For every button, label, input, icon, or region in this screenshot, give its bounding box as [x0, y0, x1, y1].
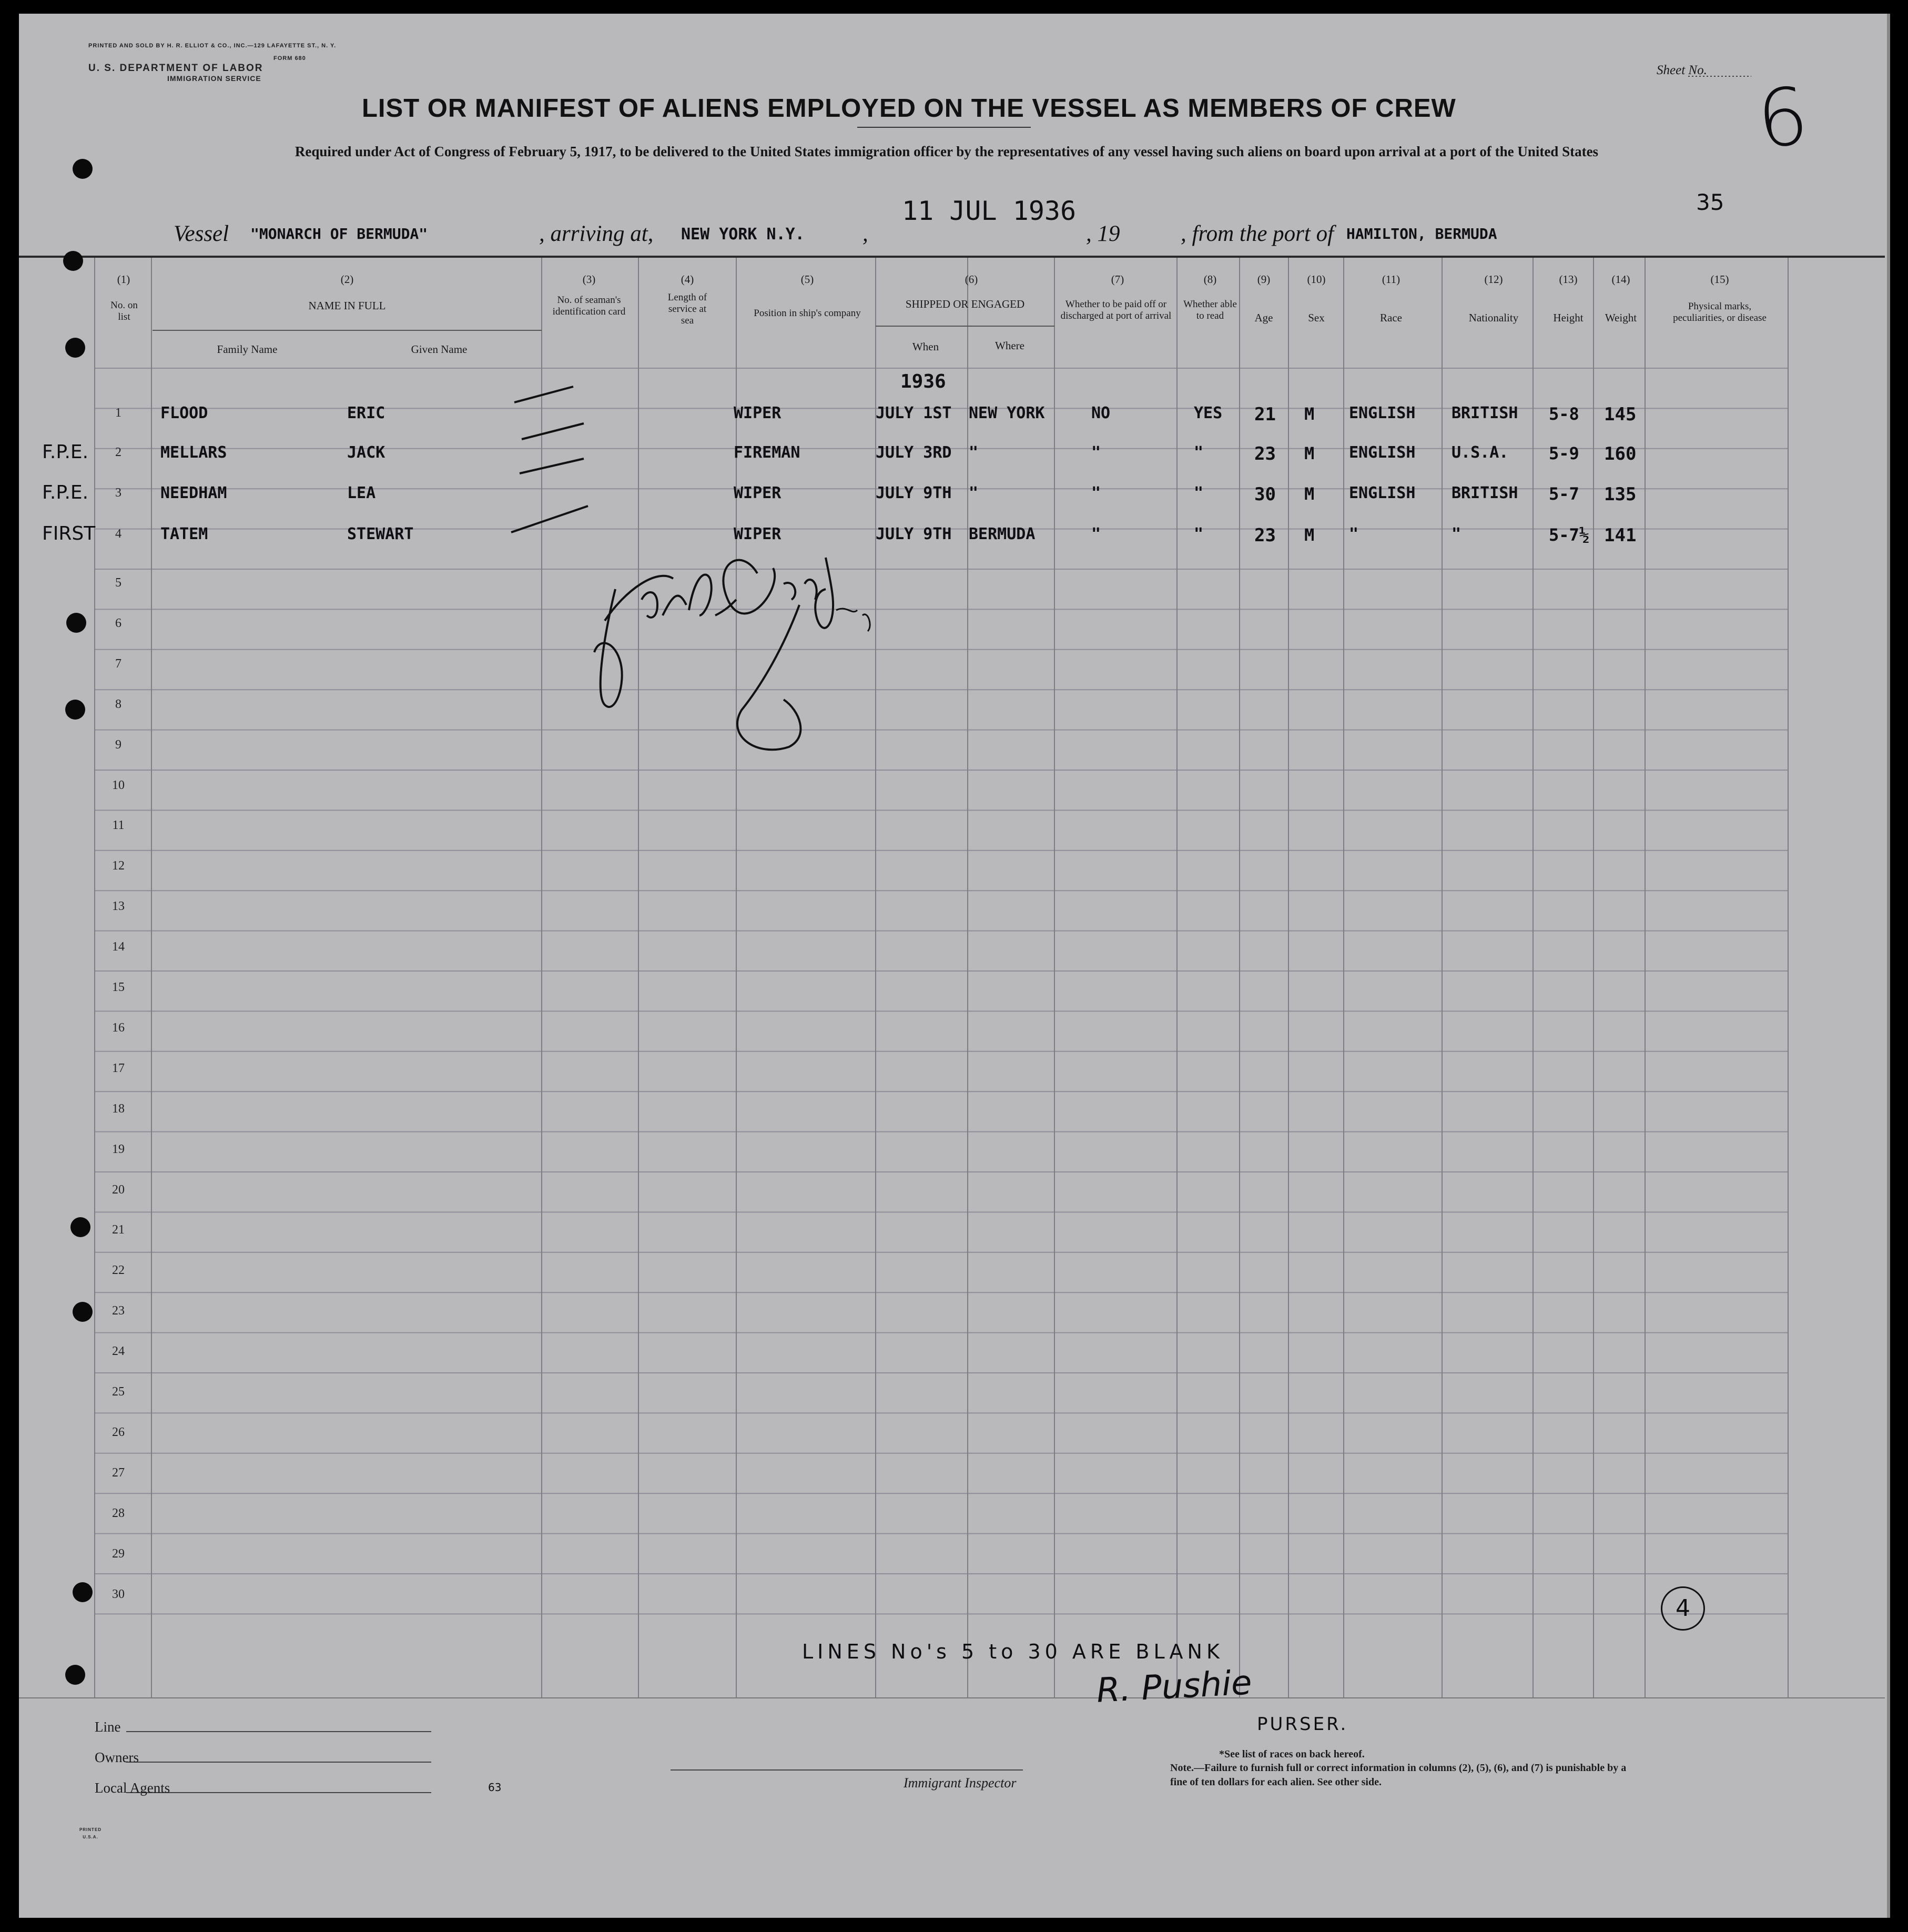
arriving-label: , arriving at,	[539, 221, 654, 246]
col-15-header: Physical marks, peculiarities, or disease	[1673, 301, 1767, 323]
col-9-number: (9)	[1257, 273, 1271, 286]
col-6-when: When	[912, 340, 939, 353]
col-13-number: (13)	[1559, 273, 1578, 286]
col-11-number: (11)	[1382, 273, 1400, 286]
blank-row-number: 29	[112, 1546, 125, 1561]
row-number: 1	[115, 406, 121, 420]
col-8-header: Whether able to read	[1183, 299, 1237, 321]
col-10-number: (10)	[1307, 273, 1326, 286]
department: U. S. DEPARTMENT OF LABOR	[88, 63, 263, 74]
id-card-dashes	[510, 379, 605, 537]
cell-age: 30	[1254, 484, 1276, 505]
col-4-number: (4)	[681, 273, 694, 286]
cell-race: ENGLISH	[1349, 443, 1416, 462]
sheet-number: 6	[1753, 70, 1813, 167]
binder-hole	[65, 700, 85, 720]
cell-height: 5-7	[1549, 484, 1579, 504]
local-agents-label: Local Agents	[95, 1780, 170, 1796]
cell-paid: "	[1091, 525, 1101, 543]
arriving-port: NEW YORK N.Y.	[681, 225, 805, 244]
cell-position: WIPER	[734, 525, 782, 543]
cell-age: 21	[1254, 404, 1276, 425]
blank-row-number: 19	[112, 1142, 125, 1156]
row-number: 3	[115, 486, 121, 500]
cell-family: FLOOD	[160, 404, 208, 422]
cell-read: "	[1194, 443, 1204, 462]
col-3-header: No. of seaman's identification card	[552, 295, 626, 317]
blank-row-number: 16	[112, 1020, 125, 1035]
cell-family: TATEM	[160, 525, 208, 543]
page-title: LIST OR MANIFEST OF ALIENS EMPLOYED ON THE VESSEL AS MEMBERS OF CREW	[362, 94, 1456, 123]
cell-position: WIPER	[734, 404, 782, 422]
col-8-number: (8)	[1203, 273, 1217, 286]
blank-row-number: 18	[112, 1101, 125, 1116]
cell-paid: "	[1091, 484, 1101, 502]
cell-given: JACK	[347, 443, 385, 462]
cell-age: 23	[1254, 525, 1276, 546]
col-11-header: Race	[1380, 311, 1402, 324]
col-7-number: (7)	[1111, 273, 1124, 286]
agents-mark: 63	[488, 1781, 502, 1794]
col-7-header: Whether to be paid off or discharged at port of arrival	[1060, 299, 1172, 321]
binder-hole	[65, 338, 85, 358]
col-6-header: SHIPPED OR ENGAGED	[905, 298, 1025, 310]
col-9-header: Age	[1254, 311, 1273, 324]
blank-row-number: 9	[115, 737, 121, 752]
sheet-label: Sheet No.	[1657, 63, 1707, 77]
purser-title: PURSER.	[1257, 1714, 1348, 1735]
cell-weight: 160	[1604, 443, 1637, 464]
col-6-where: Where	[995, 339, 1024, 352]
blank-row-number: 24	[112, 1344, 125, 1359]
cell-sex: M	[1304, 404, 1315, 424]
cell-when: JULY 1ST	[876, 404, 952, 422]
cell-given: LEA	[347, 484, 376, 502]
binder-hole	[73, 1302, 93, 1322]
cell-paid: "	[1091, 443, 1101, 462]
col-2-family: Family Name	[217, 343, 278, 356]
col-10-header: Sex	[1308, 311, 1325, 324]
blank-row-number: 28	[112, 1506, 125, 1520]
cell-race: "	[1349, 525, 1359, 543]
year-label-comma: ,	[862, 221, 868, 246]
penalty-note: Note.—Failure to furnish full or correct information in columns (2), (5), (6), and (7) is punishable by a fine of ten dollars for each alien. See other side.	[1170, 1762, 1627, 1788]
printed-mark: PRINTED U.S.A.	[79, 1827, 102, 1839]
blank-row-number: 23	[112, 1304, 125, 1318]
col-13-header: Height	[1553, 311, 1584, 324]
cell-sex: M	[1304, 443, 1315, 463]
cell-when: JULY 9TH	[876, 525, 952, 543]
blank-row-number: 11	[112, 818, 125, 833]
blank-row-number: 25	[112, 1385, 125, 1399]
page-count: 35	[1696, 189, 1724, 215]
col-15-number: (15)	[1710, 273, 1729, 286]
cell-nationality: U.S.A.	[1452, 443, 1509, 462]
binder-hole	[73, 159, 93, 179]
cell-where: NEW YORK	[969, 404, 1045, 422]
col-12-number: (12)	[1484, 273, 1503, 286]
col-2-given: Given Name	[411, 343, 468, 356]
arrival-stamp: 11 JUL 1936	[902, 196, 1077, 226]
binder-hole	[66, 613, 86, 633]
col-3-number: (3)	[582, 273, 596, 286]
cell-read: YES	[1194, 404, 1223, 422]
binder-hole	[63, 251, 83, 271]
owners-label: Owners	[95, 1749, 139, 1765]
blank-row-number: 26	[112, 1425, 125, 1439]
cell-nationality: BRITISH	[1452, 404, 1518, 422]
blank-row-number: 7	[115, 656, 121, 671]
printer-line: PRINTED AND SOLD BY H. R. ELLIOT & CO., INC.—129 LAFAYETTE ST., N. Y.	[88, 43, 337, 49]
form-number: FORM 680	[273, 55, 306, 62]
year-label: , 19	[1086, 221, 1120, 246]
cell-weight: 135	[1604, 484, 1637, 505]
vessel-name: "MONARCH OF BERMUDA"	[250, 225, 428, 242]
blank-row-number: 5	[115, 576, 121, 590]
blank-row-number: 10	[112, 778, 125, 792]
year-written: 1936	[900, 371, 946, 392]
col-2-number: (2)	[340, 273, 354, 286]
binder-hole	[65, 1665, 85, 1685]
cell-read: "	[1194, 484, 1204, 502]
cell-read: "	[1194, 525, 1204, 543]
blank-lines-note: LINES No's 5 to 30 ARE BLANK	[802, 1640, 1224, 1663]
blank-row-number: 14	[112, 940, 125, 954]
col-4-header: Length of service at sea	[667, 292, 707, 326]
cell-when: JULY 9TH	[876, 484, 952, 502]
blank-row-number: 22	[112, 1263, 125, 1278]
cell-paid: NO	[1091, 404, 1111, 422]
cell-where: "	[969, 484, 979, 502]
cell-race: ENGLISH	[1349, 484, 1416, 502]
cell-age: 23	[1254, 443, 1276, 464]
binder-hole	[70, 1217, 90, 1237]
margin-note: F.P.E.	[42, 482, 89, 503]
cell-race: ENGLISH	[1349, 404, 1416, 422]
col-2-header: NAME IN FULL	[308, 299, 386, 312]
row-number: 4	[115, 527, 121, 541]
blank-row-number: 13	[112, 899, 125, 914]
requirement-text: Required under Act of Congress of February 5, 1917, to be delivered to the United States immigration officer by the representatives of any vessel having such aliens on board upon arrival at a port of the United States	[295, 144, 1599, 159]
inspector-label: Immigrant Inspector	[904, 1775, 1017, 1791]
races-note: *See list of races on back hereof.	[1219, 1748, 1365, 1760]
cell-nationality: "	[1452, 525, 1462, 543]
cell-height: 5-8	[1549, 404, 1579, 424]
purser-signature: R. Pushie	[1095, 1663, 1253, 1711]
row-number: 2	[115, 446, 121, 459]
margin-note: FIRST	[42, 523, 96, 544]
cell-given: ERIC	[347, 404, 385, 422]
blank-row-number: 6	[115, 616, 121, 630]
service: IMMIGRATION SERVICE	[167, 74, 261, 83]
col-5-header: Position in ship's company	[754, 308, 861, 319]
col-12-header: Nationality	[1468, 311, 1519, 324]
cell-weight: 145	[1604, 404, 1637, 425]
blank-row-number: 8	[115, 697, 121, 711]
blank-row-number: 20	[112, 1182, 125, 1197]
from-label: , from the port of	[1181, 221, 1334, 246]
col-14-number: (14)	[1611, 273, 1630, 286]
cell-family: NEEDHAM	[160, 484, 227, 502]
cell-sex: M	[1304, 525, 1315, 545]
cell-sex: M	[1304, 484, 1315, 504]
cell-where: "	[969, 443, 979, 462]
cell-position: FIREMAN	[734, 443, 800, 462]
blank-row-number: 15	[112, 980, 125, 994]
col-14-header: Weight	[1605, 311, 1637, 324]
col-6-number: (6)	[965, 273, 978, 286]
cell-when: JULY 3RD	[876, 443, 952, 462]
margin-note: F.P.E.	[42, 441, 89, 463]
cell-position: WIPER	[734, 484, 782, 502]
cell-weight: 141	[1604, 525, 1637, 546]
vessel-label: Vessel	[174, 221, 229, 246]
cell-height: 5-9	[1549, 443, 1579, 463]
col-5-number: (5)	[800, 273, 814, 286]
blank-row-number: 27	[112, 1465, 125, 1480]
inspector-signature	[584, 526, 878, 768]
cell-given: STEWART	[347, 525, 414, 543]
blank-row-number: 12	[112, 859, 125, 873]
blank-row-number: 17	[112, 1061, 125, 1075]
col-1-header: No. on list	[110, 300, 138, 322]
from-port: HAMILTON, BERMUDA	[1346, 225, 1497, 242]
cell-family: MELLARS	[160, 443, 227, 462]
line-label: Line	[95, 1719, 121, 1735]
circled-number: 4	[1661, 1586, 1705, 1631]
blank-row-number: 21	[112, 1223, 125, 1237]
cell-where: BERMUDA	[969, 525, 1036, 543]
cell-height: 5-7½	[1549, 525, 1590, 545]
blank-row-number: 30	[112, 1587, 125, 1601]
cell-nationality: BRITISH	[1452, 484, 1518, 502]
binder-hole	[73, 1582, 93, 1602]
col-1-number: (1)	[117, 273, 130, 286]
